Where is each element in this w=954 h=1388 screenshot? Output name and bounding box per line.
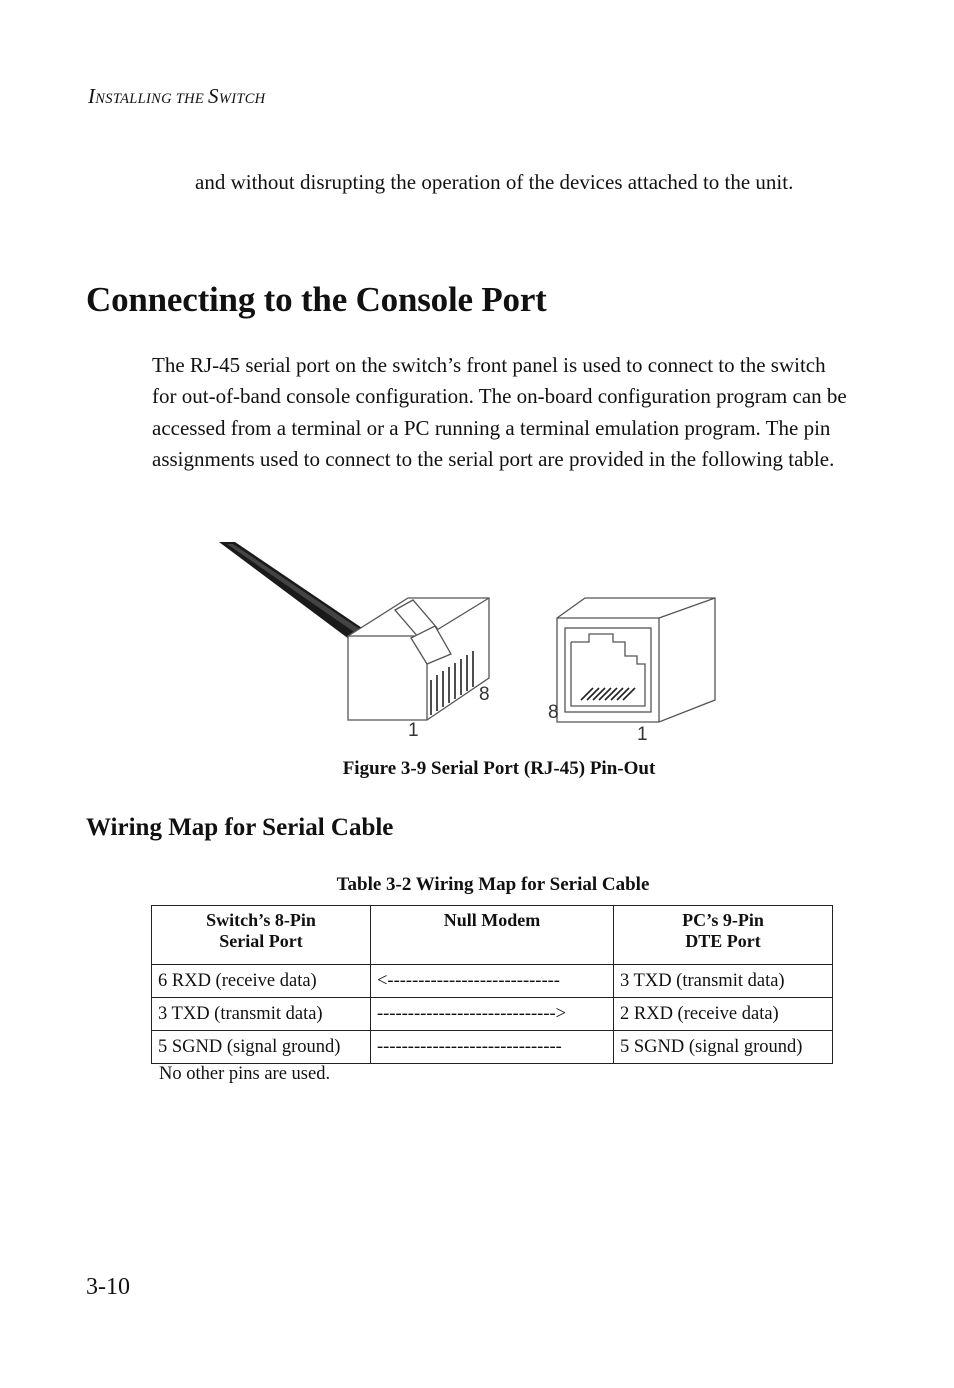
header-initial: I <box>88 84 96 108</box>
page-number: 3-10 <box>86 1274 130 1300</box>
table-cell: 5 SGND (signal ground) <box>152 1031 371 1064</box>
table-cell: 3 TXD (transmit data) <box>614 965 833 998</box>
column-header-null-modem <box>371 906 614 965</box>
table-cell: 3 TXD (transmit data) <box>152 998 371 1031</box>
header-line: Serial Port <box>219 931 303 951</box>
header-line: Null Modem <box>443 910 541 930</box>
table-note: No other pins are used. <box>159 1064 331 1084</box>
figure-caption-text: Figure 3-9 Serial Port (RJ-45) Pin-Out <box>342 758 656 779</box>
table-row <box>152 998 833 1031</box>
table-cell: 6 RXD (receive data) <box>152 965 371 998</box>
header-initial: S <box>208 84 219 108</box>
continuation-text: and without disrupting the operation of the devices attached to the unit. <box>195 170 794 194</box>
column-header-pc-port <box>614 906 833 965</box>
jack-pin-8-label: 8 <box>548 702 559 723</box>
rj45-jack-illustration <box>557 598 715 722</box>
body-paragraph: The RJ-45 serial port on the switch’s front panel is used to connect to the switch for out-of-band console configuration. The on-board configuration program can be accessed from a terminal or a PC running a terminal emulation program. The pin assignments used to connect to the serial port are provided in the following table. <box>152 353 847 471</box>
header-line: DTE Port <box>685 931 761 951</box>
header-text: WITCH <box>218 91 266 107</box>
figure-caption <box>0 758 954 780</box>
table-cell: 5 SGND (signal ground) <box>614 1031 833 1064</box>
running-header <box>88 84 265 109</box>
table-cell: ------------------------------ <box>371 1031 614 1064</box>
plug-pin-1-label: 1 <box>408 720 419 741</box>
wiring-map-table <box>151 905 833 1064</box>
rj45-illustration <box>205 530 765 750</box>
header-line: PC’s 9-Pin <box>682 910 764 930</box>
table-cell: -----------------------------> <box>371 998 614 1031</box>
cable-illustration <box>219 542 365 642</box>
table-row <box>152 965 833 998</box>
subheading: Wiring Map for Serial Cable <box>86 814 394 841</box>
plug-pin-8-label: 8 <box>479 684 490 705</box>
rj45-figure <box>205 530 765 750</box>
jack-pin-1-label: 1 <box>637 724 648 745</box>
column-header-switch-port <box>152 906 371 965</box>
table-cell: <---------------------------- <box>371 965 614 998</box>
table-cell: 2 RXD (receive data) <box>614 998 833 1031</box>
rj45-plug-illustration <box>348 598 489 720</box>
table-caption-text: Table 3-2 Wiring Map for Serial Cable <box>336 874 650 895</box>
section-heading: Connecting to the Console Port <box>86 280 547 319</box>
table-caption <box>0 874 954 896</box>
header-text: NSTALLING THE <box>95 91 209 107</box>
table-row <box>152 1031 833 1064</box>
header-line: Switch’s 8-Pin <box>206 910 316 930</box>
table-header-row <box>152 906 833 965</box>
